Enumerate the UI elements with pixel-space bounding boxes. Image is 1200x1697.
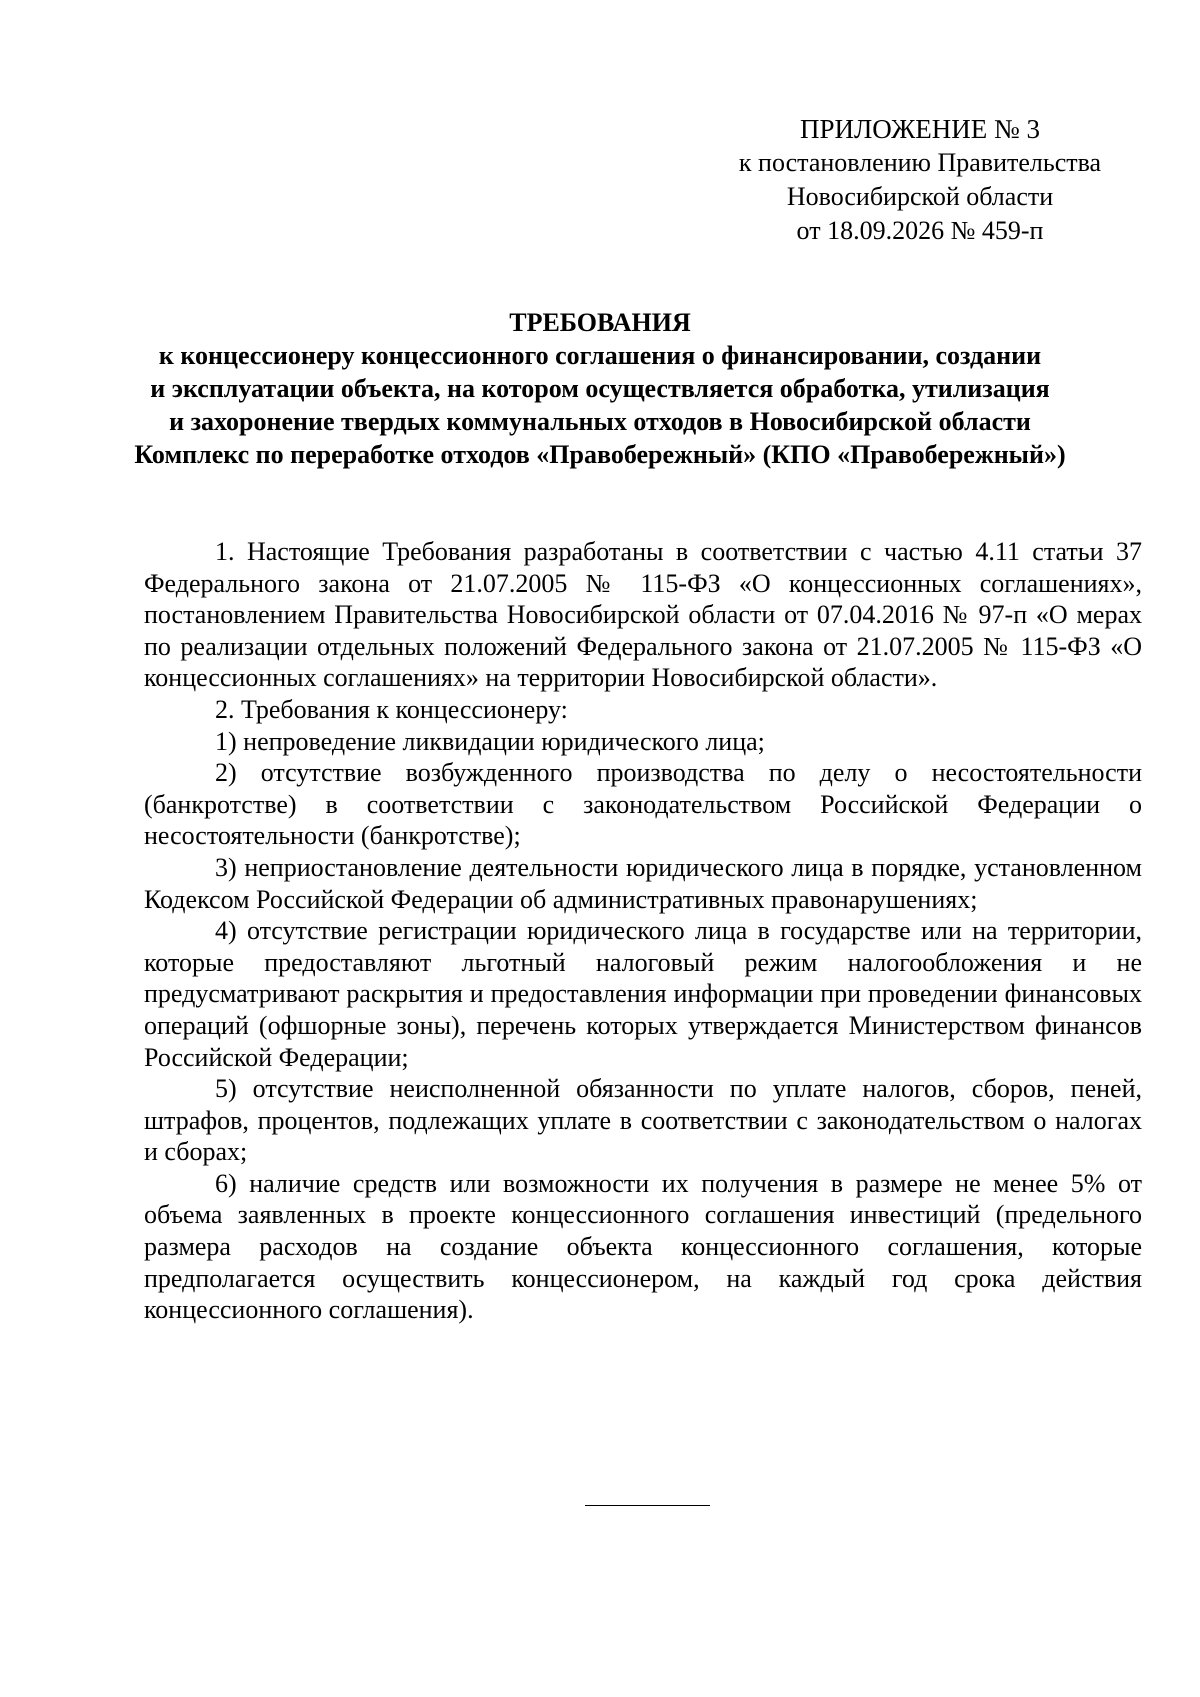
requirement-item-3: 3) неприостановление деятельности юридического лица в порядке, установленном Кодексом Российской Федерации об административных правонарушениях;	[144, 852, 1142, 914]
title-heading: ТРЕБОВАНИЯ	[509, 308, 691, 337]
appendix-line-1: к постановлению Правительства	[738, 148, 1102, 177]
appendix-header	[700, 112, 1140, 248]
paragraph-2-requirements-heading: 2. Требования к концессионеру:	[215, 694, 568, 724]
requirement-item-4: 4) отсутствие регистрации юридического лица в государстве или на территории, которые предоставляют льготный налоговый режим налогообложения и не предусматривают раскрытия и предоставления информации при проведении финансовых операций (офшорные зоны), перечень которых утверждается Министерством финансов Российской Федерации;	[144, 916, 1142, 1072]
title-subtitle-line: и эксплуатации объекта, на котором осуществляется обработка, утилизация	[150, 374, 1050, 403]
title-subtitle-line: Комплекс по переработке отходов «Правобережный» (КПО «Правобережный»)	[134, 440, 1066, 469]
appendix-line-2: Новосибирской области	[786, 182, 1054, 211]
end-of-document-rule	[585, 1505, 710, 1506]
requirement-item-5: 5) отсутствие неисполненной обязанности по уплате налогов, сборов, пеней, штрафов, процентов, подлежащих уплате в соответствии с законодательством о налогах и сборах;	[144, 1074, 1142, 1167]
requirement-item-6: 6) наличие средств или возможности их получения в размере не менее 5% от объема заявленных в проекте концессионного соглашения инвестиций (предельного размера расходов на создание объекта концессионного соглашения, которые предполагается осуществить концессионером, на каждый год срока действия концессионного соглашения).	[144, 1168, 1142, 1325]
appendix-line-3: от 18.09.2026 № 459-п	[796, 216, 1044, 245]
requirement-item-2: 2) отсутствие возбужденного производства по делу о несостоятельности (банкротстве) в соответствии с законодательством Российской Федерации о несостоятельности (банкротстве);	[144, 758, 1142, 851]
title-subtitle-line: к концессионеру концессионного соглашения о финансировании, создании	[158, 341, 1042, 370]
paragraph-1-legal-basis: 1. Настоящие Требования разработаны в соответствии с частью 4.11 статьи 37 Федерального закона от 21.07.2005 № 115-ФЗ «О концессионных соглашениях», постановлением Правительства Новосибирской области от 07.04.2016 № 97-п «О мерах по реализации отдельных положений Федерального закона от 21.07.2005 № 115-ФЗ «О концессионных соглашениях» на территории Новосибирской области».	[144, 537, 1142, 693]
appendix-title: ПРИЛОЖЕНИЕ № 3	[799, 114, 1041, 144]
requirement-item-1: 1) непроведение ликвидации юридического лица;	[215, 726, 765, 756]
document-body	[144, 536, 1142, 1326]
document-title	[60, 306, 1140, 471]
title-subtitle-line: и захоронение твердых коммунальных отходов в Новосибирской области	[169, 407, 1031, 436]
